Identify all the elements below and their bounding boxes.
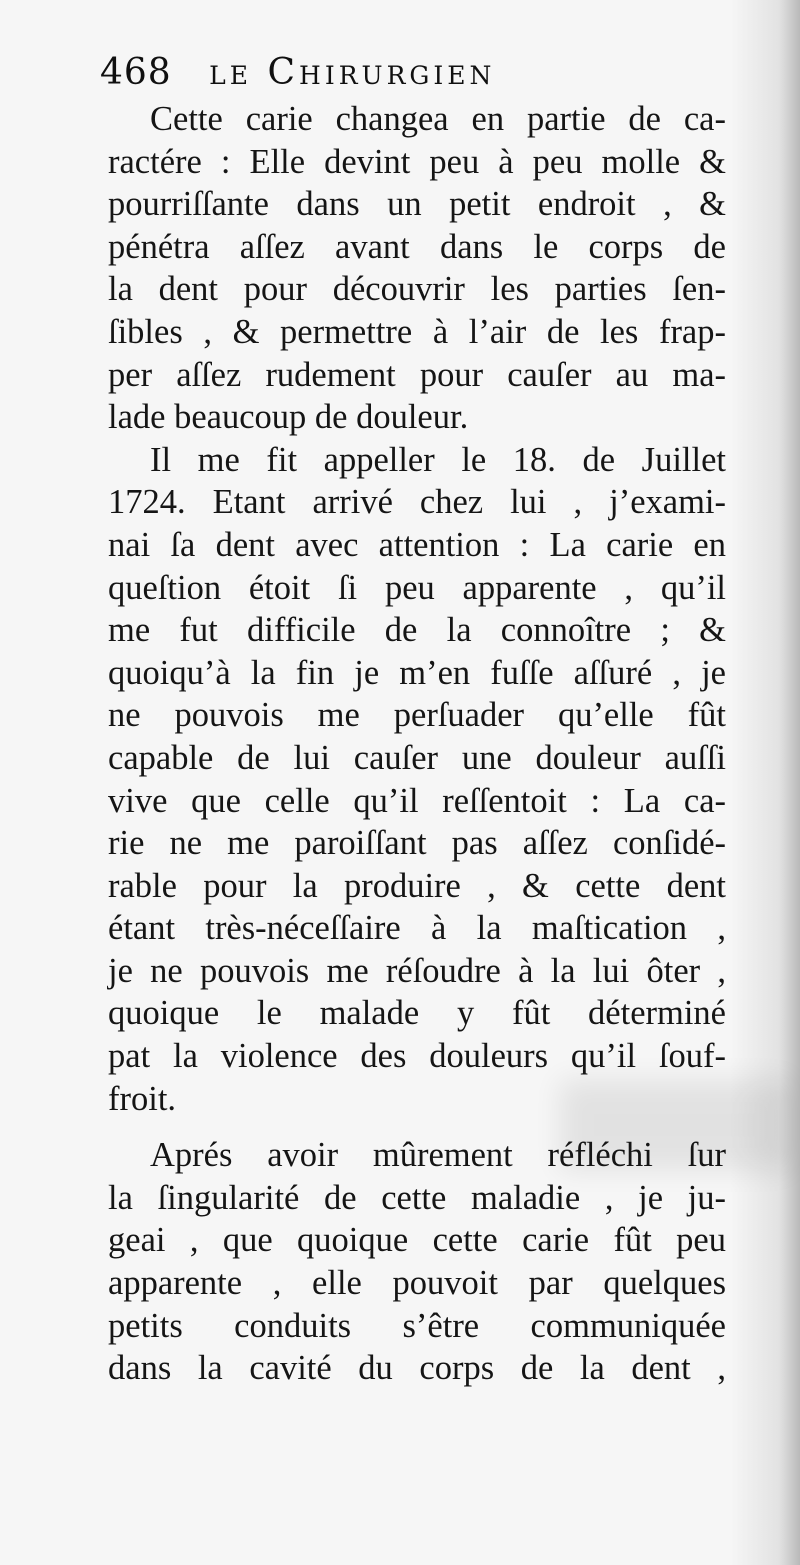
text-line: quoiqu’à la fin je m’en fuſſe aſſuré , je [108, 653, 726, 692]
running-header [100, 48, 740, 98]
text-line: pourriſſante dans un petit endroit , & [108, 185, 726, 224]
text-line: ne pouvois me perſuader qu’elle fût [108, 696, 726, 735]
text-line: rable pour la produire , & cette dent [108, 866, 726, 905]
text-line: Il me fit appeller le 18. de Juillet [150, 440, 726, 479]
text-line: Aprés avoir mûrement réfléchi ſur [150, 1136, 726, 1175]
text-line: je ne pouvois me réſoudre à la lui ôter , [108, 951, 726, 990]
text-line: apparente , elle pouvoit par quelques [108, 1264, 726, 1303]
text-line: ſibles , & permettre à l’air de les frap- [108, 312, 726, 351]
text-line: geai , que quoique cette carie fût peu [108, 1221, 726, 1260]
text-line: la ſingularité de cette maladie , je ju- [108, 1178, 726, 1217]
text-line: la dent pour découvrir les parties ſen- [108, 270, 726, 309]
paragraph-gap [108, 1120, 726, 1134]
text-line: lade beaucoup de douleur. [108, 398, 469, 437]
text-line: ractére : Elle devint peu à peu molle & [108, 142, 726, 181]
running-title: le Chirurgien [209, 52, 496, 93]
text-line: nai ſa dent avec attention : La carie en [108, 525, 726, 564]
text-line: rie ne me paroiſſant pas aſſez conſidé- [108, 824, 726, 863]
body-text [108, 98, 726, 1390]
text-line: pénétra aſſez avant dans le corps de [108, 227, 726, 266]
text-line: Cette carie changea en partie de ca- [150, 100, 726, 138]
text-line: étant très-néceſſaire à la maſtication , [108, 909, 726, 948]
text-line: petits conduits s’être communiquée [108, 1306, 726, 1345]
text-line: capable de lui cauſer une douleur auſſi [108, 738, 726, 777]
text-line: queſtion étoit ſi peu apparente , qu’il [108, 568, 726, 607]
text-line: quoique le malade y fût déterminé [108, 994, 726, 1033]
text-line: me fut difficile de la connoître ; & [108, 611, 726, 650]
text-line: per aſſez rudement pour cauſer au ma- [108, 355, 726, 394]
text-line: pat la violence des douleurs qu’il ſouf- [108, 1037, 726, 1076]
text-line: vive que celle qu’il reſſentoit : La ca- [108, 781, 726, 820]
page-gutter-shadow [730, 0, 800, 1565]
text-line: dans la cavité du corps de la dent , [108, 1349, 726, 1388]
page-number: 468 [100, 52, 172, 93]
text-line: froit. [108, 1079, 177, 1118]
text-line: 1724. Etant arrivé chez lui , j’exami- [108, 483, 726, 522]
